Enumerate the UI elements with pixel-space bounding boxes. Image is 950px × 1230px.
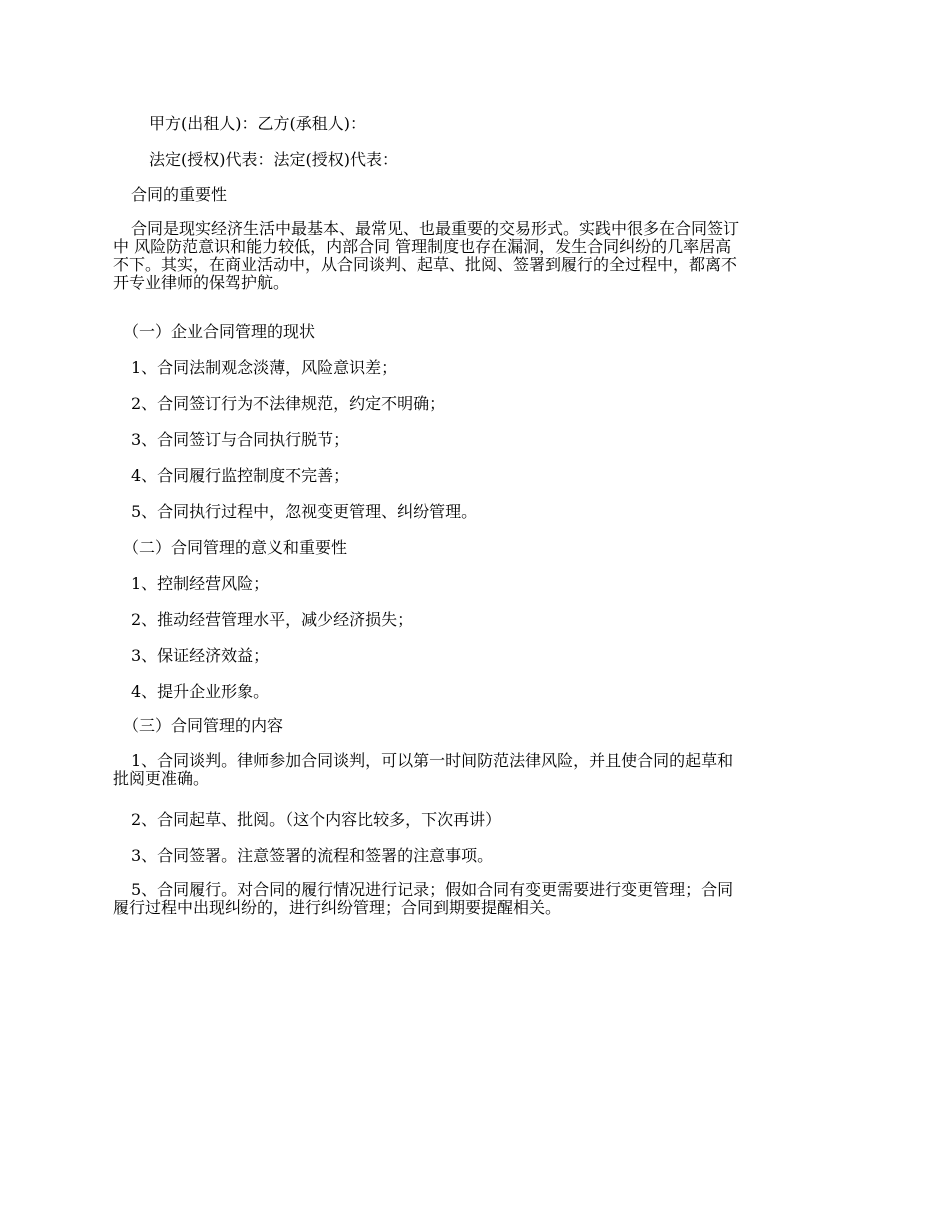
section1-item-5: 5、合同执行过程中，忽视变更管理、纠纷管理。 (131, 502, 478, 521)
intro-line-3: 不下。其实，在商业活动中，从合同谈判、起草、批阅、签署到履行的全过程中，都离不 (113, 255, 738, 274)
section3-item-5 (113, 881, 835, 917)
intro-line-2: 中 风险防范意识和能力较低，内部合同 管理制度也存在漏洞，发生合同纠纷的几率居高 (113, 237, 732, 256)
section2-item-3: 3、保证经济效益； (131, 646, 270, 665)
section1-item-1: 1、合同法制观念淡薄，风险意识差； (131, 358, 398, 377)
section1-title: （一）企业合同管理的现状 (123, 322, 316, 341)
section3-item-3: 3、合同签署。注意签署的流程和签署的注意事项。 (131, 846, 494, 865)
section2-item-4: 4、提升企业形象。 (131, 682, 270, 701)
section3-item-1-line-1: 1、合同谈判。律师参加合同谈判，可以第一时间防范法律风险，并且使合同的起草和 (131, 751, 734, 770)
section3-item-1-line-2: 批阅更准确。 (113, 769, 210, 788)
representative-line: 法定(授权)代表：法定(授权)代表： (149, 150, 398, 169)
section1-item-4: 4、合同履行监控制度不完善； (131, 466, 350, 485)
intro-line-4: 开专业律师的保驾护航。 (113, 273, 290, 292)
section3-title: （三）合同管理的内容 (123, 716, 284, 735)
intro-paragraph (113, 220, 835, 292)
section2-item-1: 1、控制经营风险； (131, 574, 270, 593)
section3-item-5-line-2: 履行过程中出现纠纷的，进行纠纷管理；合同到期要提醒相关。 (113, 898, 562, 917)
section3-item-5-line-1: 5、合同履行。对合同的履行情况进行记录；假如合同有变更需要进行变更管理；合同 (131, 880, 734, 899)
parties-line: 甲方(出租人)：乙方(承租人)： (149, 114, 366, 133)
heading-importance: 合同的重要性 (131, 185, 228, 204)
intro-line-1: 合同是现实经济生活中最基本、最常见、也最重要的交易形式。实践中很多在合同签订 (131, 219, 740, 238)
section1-item-3: 3、合同签订与合同执行脱节； (131, 430, 350, 449)
section1-item-2: 2、合同签订行为不法律规范，约定不明确； (131, 394, 446, 413)
section2-item-2: 2、推动经营管理水平，减少经济损失； (131, 610, 414, 629)
section3-item-1 (113, 752, 835, 788)
section3-item-2: 2、合同起草、批阅。（这个内容比较多，下次再讲） (131, 810, 502, 829)
section2-title: （二）合同管理的意义和重要性 (123, 538, 348, 557)
